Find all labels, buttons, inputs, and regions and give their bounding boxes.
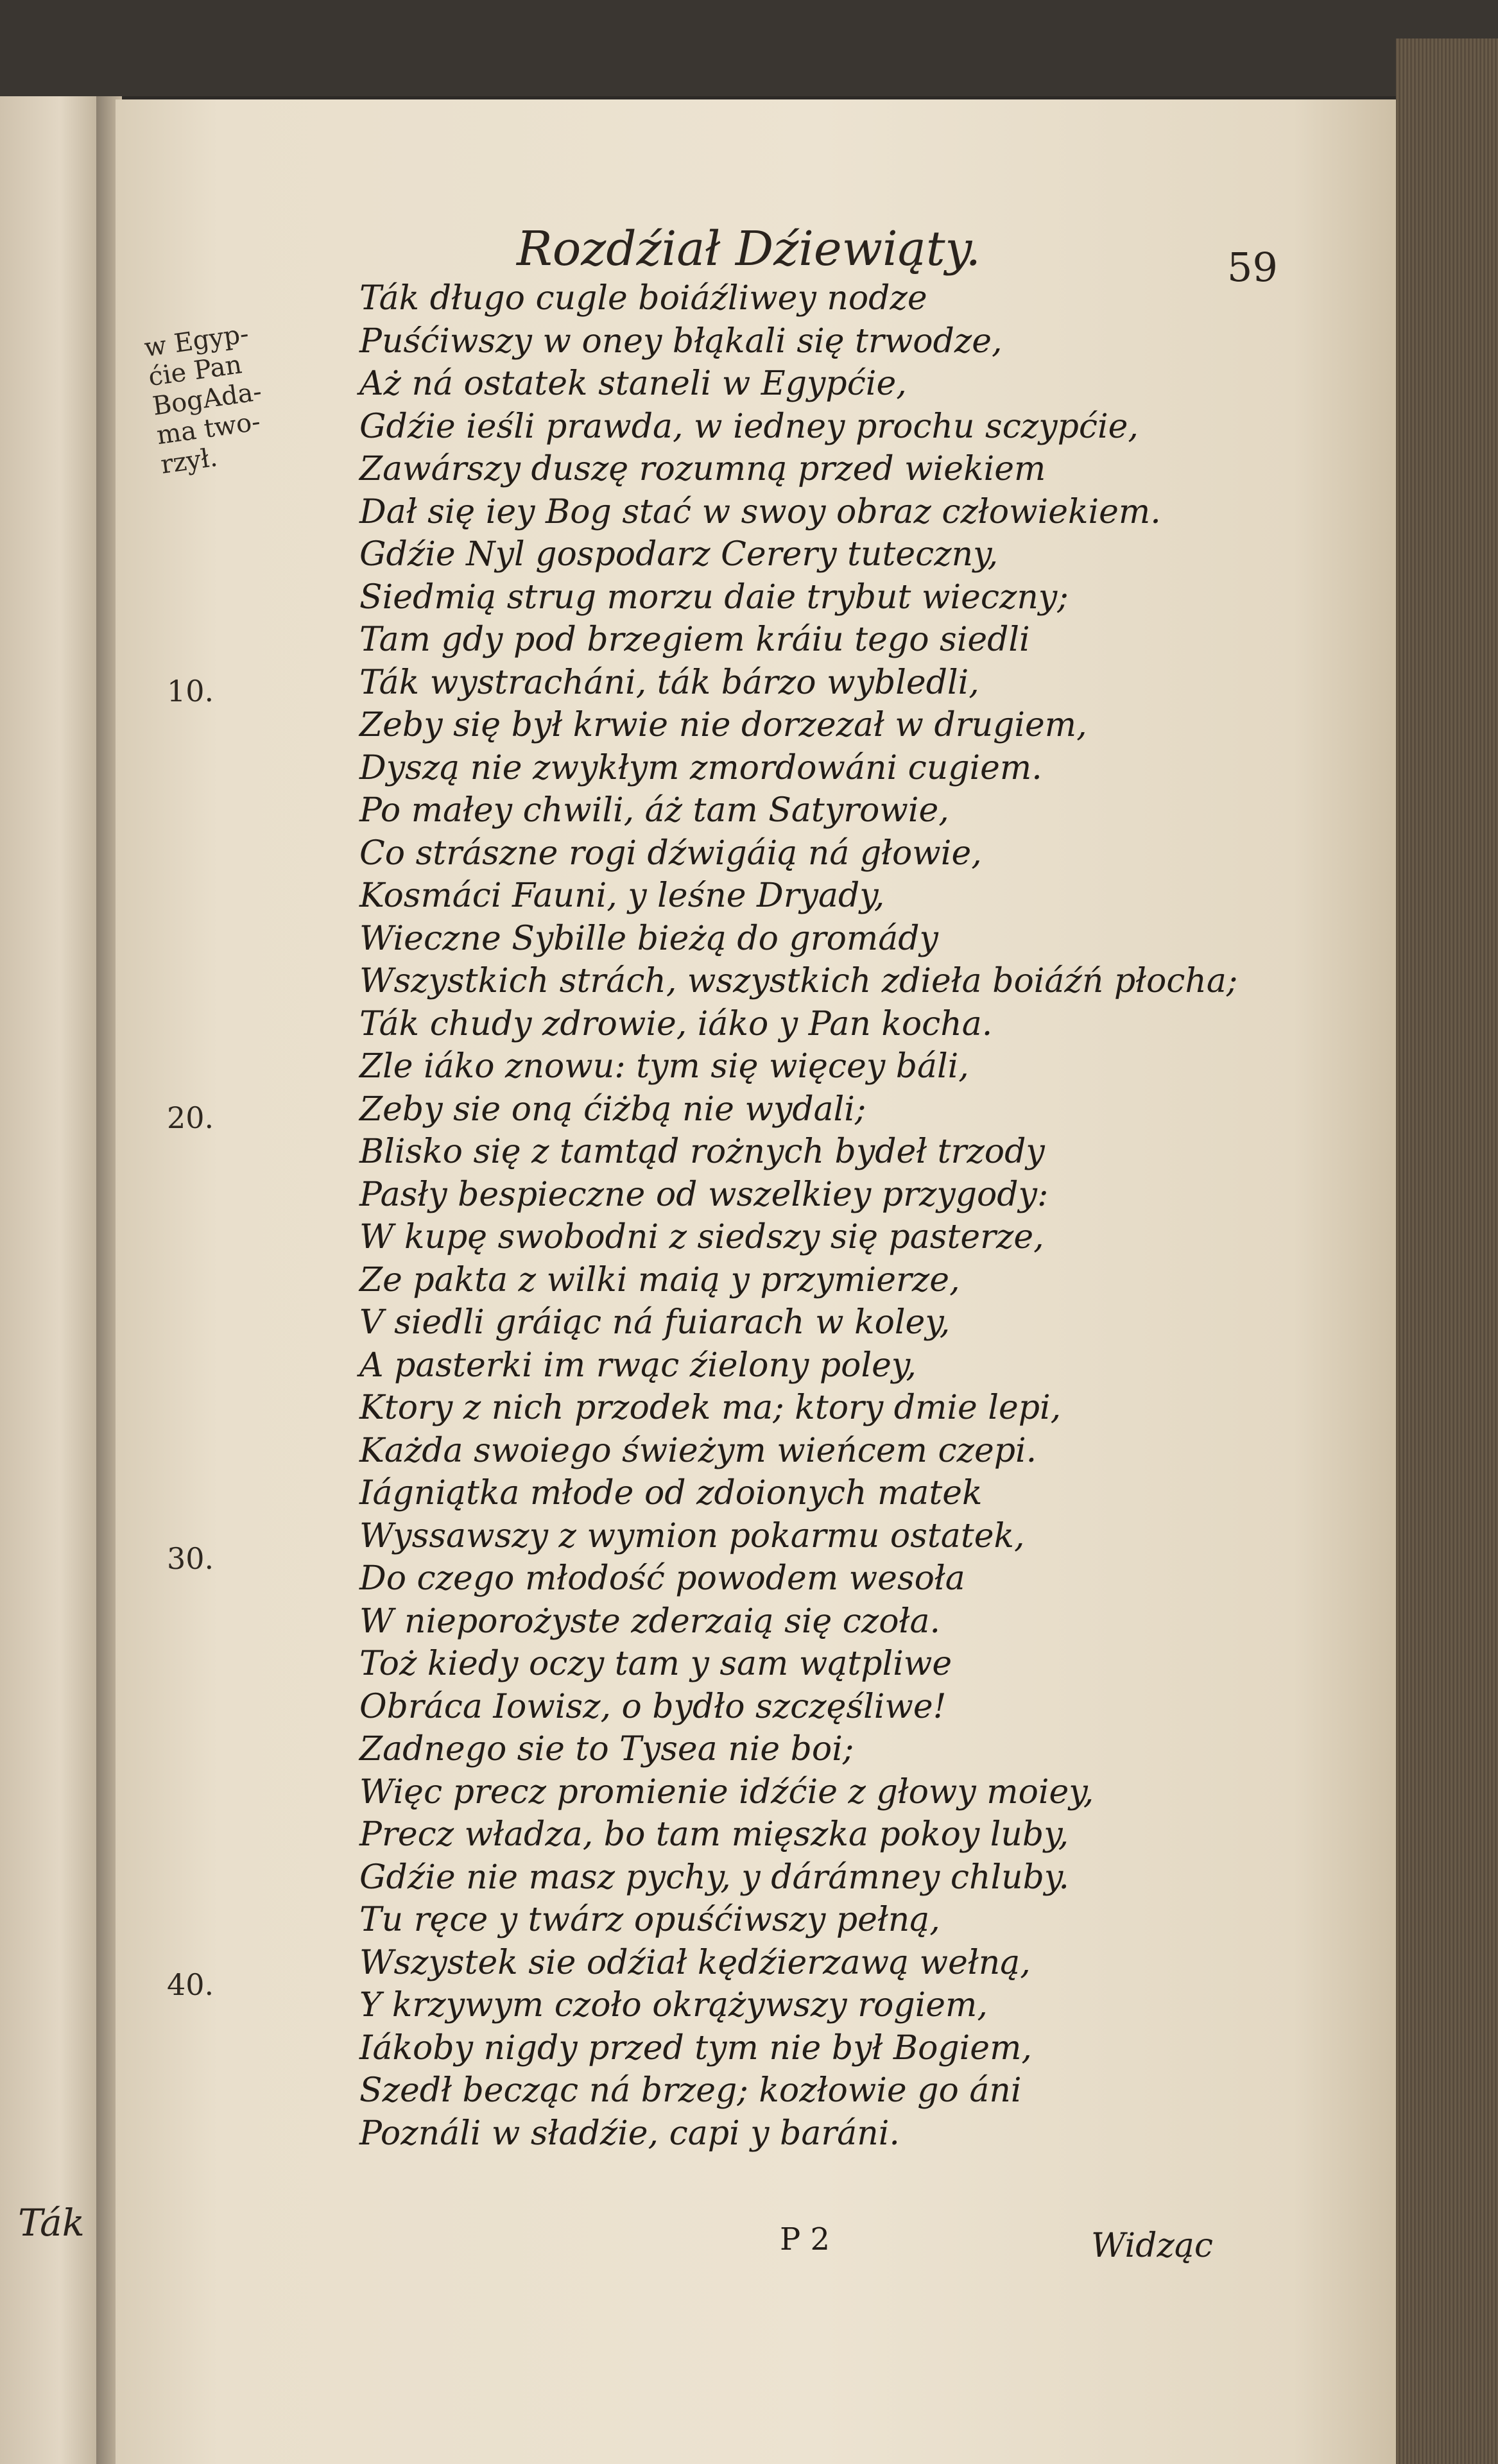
verse-line: Każda swoiego świeżym wieńcem czepi.: [359, 1431, 1037, 1470]
verse-line: Dyszą nie zwykłym zmordowáni cugiem.: [359, 748, 1042, 787]
verse-line: Do czego młodość powodem wesoła: [359, 1559, 965, 1598]
line-number: 40.: [167, 1967, 214, 2002]
verse-line: Zeby się był krwie nie dorzezał w drugiem,: [359, 706, 1087, 744]
verse-line: Więc precz promienie idźćie z głowy moiey,: [359, 1772, 1094, 1811]
verse-line: Aż ná ostatek staneli w Egypćie,: [359, 364, 907, 403]
line-number: 20.: [167, 1100, 214, 1135]
verse-line: Zle iáko znowu: tym się więcey báli,: [359, 1047, 969, 1086]
verse-line: Y krzywym czoło okrążywszy rogiem,: [359, 1986, 988, 2024]
verse-line: Obráca Iowisz, o bydło szczęśliwe!: [359, 1687, 947, 1726]
line-number: 30.: [167, 1541, 214, 1576]
verse-line: Szedł becząc ná brzeg; kozłowie go áni: [359, 2071, 1022, 2110]
verse-line: Gdźie nie masz pychy, y dárámney chluby.: [359, 1858, 1069, 1897]
verse-line: Dał się iey Bog stać w swoy obraz człowiekiem.: [359, 492, 1161, 531]
line-number: 10.: [167, 674, 214, 708]
verse-line: Pasły bespieczne od wszelkiey przygody:: [359, 1175, 1049, 1214]
page-number: 59: [1227, 244, 1278, 291]
verse-line: Ták chudy zdrowie, iáko y Pan kocha.: [359, 1004, 993, 1043]
verse-line: Gdźie ieśli prawda, w iedney prochu sczypćie,: [359, 407, 1139, 446]
verse-line: Co strászne rogi dźwigáią ná głowie,: [359, 834, 982, 873]
verse-line: W kupę swobodni z siedszy się pasterze,: [359, 1218, 1044, 1256]
verse-line: Gdźie Nyl gospodarz Cerery tuteczny,: [359, 535, 999, 574]
verse-line: Precz władza, bo tam mięszka pokoy luby,: [359, 1815, 1069, 1854]
left-page-fragment: [0, 96, 109, 2464]
verse-line: W nieporożyste zderzaią się czoła.: [359, 1602, 940, 1641]
verse-line: A pasterki im rwąc źielony poley,: [359, 1346, 917, 1385]
verse-line: Wieczne Sybille bieżą do gromády: [359, 919, 938, 958]
verse-line: Iákoby nigdy przed tym nie był Bogiem,: [359, 2028, 1032, 2067]
printer-signature: P 2: [780, 2221, 831, 2257]
catchword: Widząc: [1091, 2227, 1213, 2265]
verse-line: Po małey chwili, áż tam Satyrowie,: [359, 791, 949, 830]
poem-text: [359, 277, 1245, 2155]
book-top-edge: [0, 0, 1498, 96]
verse-line: Ktory z nich przodek ma; ktory dmie lepi,: [359, 1389, 1062, 1427]
verse-line: Poználi w sładźie, capi y baráni.: [359, 2114, 900, 2153]
verse-line: Wyssawszy z wymion pokarmu ostatek,: [359, 1516, 1025, 1555]
verse-line: Tu ręce y twárz opuśćiwszy pełną,: [359, 1901, 940, 1939]
verse-line: Iágniątka młode od zdoionych matek: [359, 1474, 983, 1512]
margin-note: w Egyp- ćie Pan BogAda- ma two- rzył.: [142, 319, 264, 480]
page-block-edge: [1396, 38, 1498, 2464]
chapter-header: Rozdźiał Dźiewiąty.: [517, 221, 981, 277]
verse-line: Wszystek sie odźiał kędźierzawą wełną,: [359, 1943, 1031, 1982]
verse-line: Blisko się z tamtąd rożnych bydeł trzody: [359, 1133, 1045, 1171]
verse-line: Toż kiedy oczy tam y sam wątpliwe: [359, 1645, 952, 1683]
verse-line: Wszystkich strách, wszystkich zdieła boiáźń płocha;: [359, 962, 1238, 1000]
verse-line: Puśćiwszy w oney błąkali się trwodze,: [359, 321, 1003, 361]
left-page-catchword: Ták: [18, 2201, 85, 2245]
verse-line: Ze pakta z wilki maią y przymierze,: [359, 1260, 960, 1299]
verse-line: Kosmáci Fauni, y leśne Dryady,: [359, 877, 885, 915]
verse-line: Ták wystracháni, ták bárzo wybledli,: [359, 663, 979, 702]
verse-line: Zawárszy duszę rozumną przed wiekiem: [359, 450, 1046, 488]
verse-line: Zadnego sie to Tysea nie boi;: [359, 1730, 854, 1768]
verse-line: Tam gdy pod brzegiem kráiu tego siedli: [359, 620, 1030, 659]
verse-line: Ták długo cugle boiáźliwey nodze: [359, 279, 927, 318]
verse-line: V siedli gráiąc ná fuiarach w koley,: [359, 1303, 951, 1342]
verse-line: Siedmią strug morzu daie trybut wieczny;: [359, 578, 1069, 617]
verse-line: Zeby sie oną ćiżbą nie wydali;: [359, 1090, 866, 1129]
